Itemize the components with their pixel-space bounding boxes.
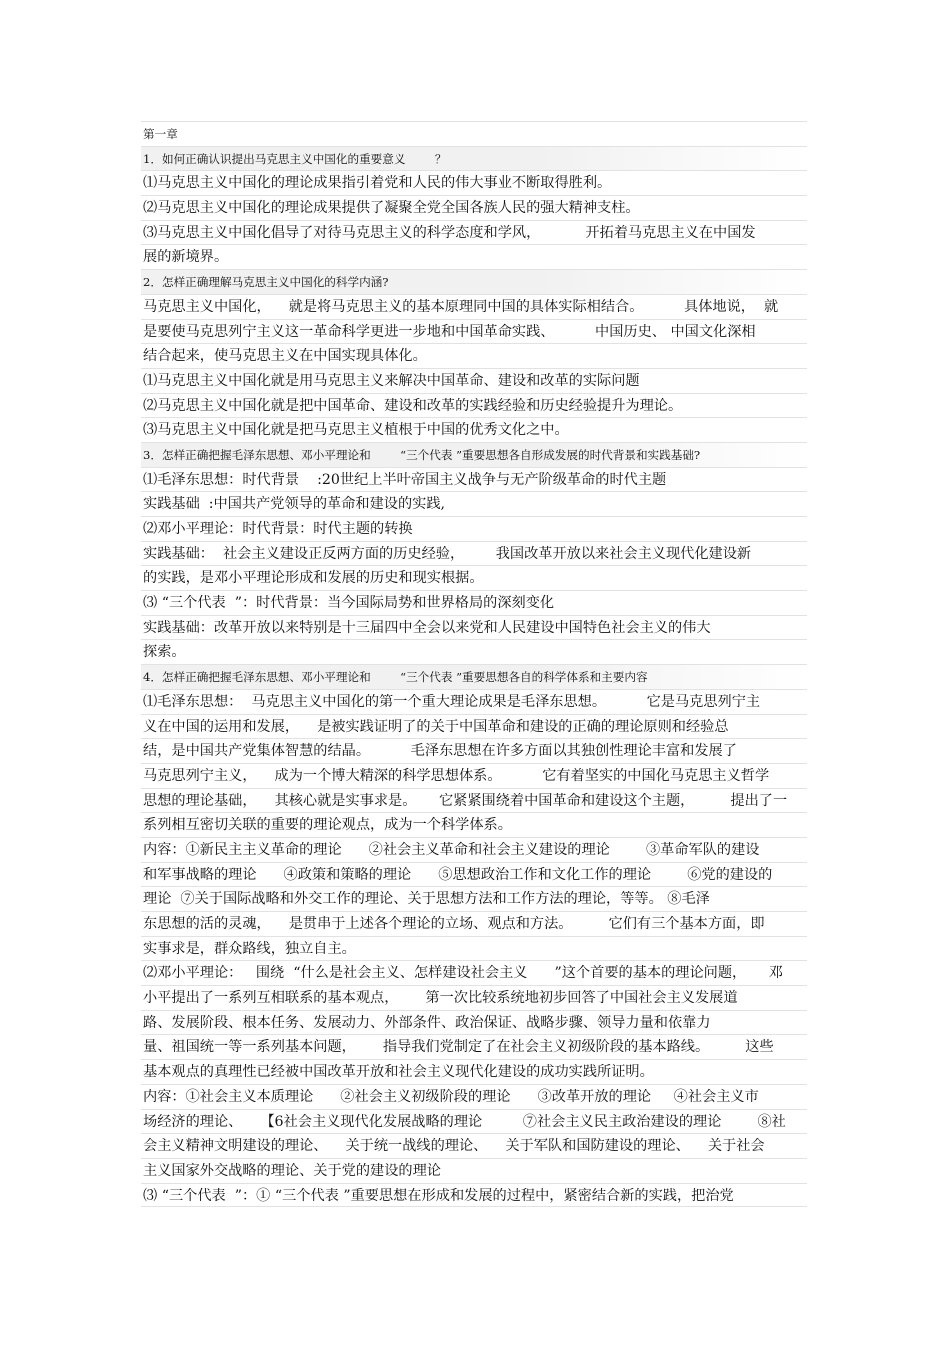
question-heading <box>141 442 807 467</box>
line-text: 场经济的理论、 【6社会主义现代化发展战略的理论 ⑦社会主义民主政治建设的理论 ⑧社 <box>143 1113 786 1130</box>
line-text: 3．怎样正确把握毛泽东思想、邓小平理论和 “三个代表 ”重要思想各自形成发展的时代背景和实践基础? <box>143 447 701 462</box>
text-line <box>141 763 807 788</box>
text-line <box>141 393 807 418</box>
text-line <box>141 121 807 146</box>
question-heading <box>141 146 807 171</box>
line-text: 和军事战略的理论 ④政策和策略的理论 ⑤思想政治工作和文化工作的理论 ⑥党的建设的 <box>143 866 773 883</box>
text-line <box>141 467 807 492</box>
text-line <box>141 837 807 862</box>
line-text: 是要使马克思列宁主义这一革命科学更进一步地和中国革命实践、 中国历史、 中国文化深相 <box>143 323 756 340</box>
line-text: 量、祖国统一等一系列基本问题， 指导我们党制定了在社会主义初级阶段的基本路线。 这些 <box>143 1039 774 1056</box>
text-line <box>141 1084 807 1109</box>
line-text: 第一章 <box>143 127 178 141</box>
text-line <box>141 319 807 344</box>
text-line <box>141 1133 807 1158</box>
text-line <box>141 886 807 911</box>
text-line <box>141 565 807 590</box>
line-text: ⑶马克思主义中国化倡导了对待马克思主义的科学态度和学风， 开拓着马克思主义在中国发 <box>143 224 756 241</box>
text-line <box>141 960 807 985</box>
text-line <box>141 1109 807 1134</box>
text-line <box>141 639 807 664</box>
text-line <box>141 812 807 837</box>
text-line <box>141 1034 807 1059</box>
line-text: 展的新境界。 <box>143 249 229 266</box>
line-text: 实践基础 :中国共产党领导的革命和建设的实践, <box>143 496 446 513</box>
text-line <box>141 985 807 1010</box>
line-text: 内容：①新民主主义革命的理论 ②社会主义革命和社会主义建设的理论 ③革命军队的建设 <box>143 841 760 858</box>
line-text: 基本观点的真理性已经被中国改革开放和社会主义现代化建设的成功实践所证明。 <box>143 1064 654 1081</box>
text-line <box>141 738 807 763</box>
line-text: 结合起来，使马克思主义在中国实现具体化。 <box>143 348 427 365</box>
line-text: ⑵马克思主义中国化的理论成果提供了凝聚全党全国各族人民的强大精神支柱。 <box>143 200 640 217</box>
line-text: ⑴毛泽东思想： 马克思主义中国化的第一个重大理论成果是毛泽东思想。 它是马克思列宁主 <box>143 693 761 710</box>
text-line <box>141 368 807 393</box>
line-text: 4．怎样正确把握毛泽东思想、邓小平理论和 “三个代表 ”重要思想各自的科学体系和主要内容 <box>143 670 648 685</box>
text-line <box>141 590 807 615</box>
line-text: ⑴毛泽东思想：时代背景 :20世纪上半叶帝国主义战争与无产阶级革命的时代主题 <box>143 471 667 488</box>
text-line <box>141 788 807 813</box>
text-line <box>141 220 807 245</box>
line-text: ⑴马克思主义中国化的理论成果指引着党和人民的伟大事业不断取得胜利。 <box>143 175 612 192</box>
text-line <box>141 862 807 887</box>
document-body <box>141 121 807 1207</box>
line-text: 路、发展阶段、根本任务、发展动力、外部条件、政治保证、战略步骤、领导力量和依靠力 <box>143 1014 711 1031</box>
line-text: ⑵马克思主义中国化就是把中国革命、建设和改革的实践经验和历史经验提升为理论。 <box>143 397 683 414</box>
text-line <box>141 343 807 368</box>
line-text: ⑶马克思主义中国化就是把马克思主义植根于中国的优秀文化之中。 <box>143 422 569 439</box>
line-text: 内容：①社会主义本质理论 ②社会主义初级阶段的理论 ③改革开放的理论 ④社会主义市 <box>143 1088 759 1105</box>
line-text: 实践基础： 社会主义建设正反两方面的历史经验， 我国改革开放以来社会主义现代化建设新 <box>143 545 752 562</box>
text-line <box>141 294 807 319</box>
text-line <box>141 714 807 739</box>
line-text: 实事求是，群众路线，独立自主。 <box>143 940 356 957</box>
line-text: 的实践，是邓小平理论形成和发展的历史和现实根据。 <box>143 570 484 587</box>
text-line <box>141 689 807 714</box>
line-text: 义在中国的运用和发展， 是被实践证明了的关于中国革命和建设的正确的理论原则和经验总 <box>143 718 729 735</box>
line-text: ⑵邓小平理论：时代背景：时代主题的转换 <box>143 521 413 537</box>
text-line <box>141 195 807 220</box>
text-line <box>141 615 807 640</box>
question-heading <box>141 269 807 294</box>
text-line <box>141 417 807 442</box>
text-line <box>141 1059 807 1084</box>
line-text: 东思想的活的灵魂， 是贯串于上述各个理论的立场、观点和方法。 它们有三个基本方面，即 <box>143 916 765 932</box>
line-text: 探索。 <box>143 644 186 661</box>
line-text: 马克思主义中国化， 就是将马克思主义的基本原理同中国的具体实际相结合。 具体地说， 就 <box>143 298 779 315</box>
text-line <box>141 244 807 269</box>
line-text: 2．怎样正确理解马克思主义中国化的科学内涵? <box>143 275 389 290</box>
line-text: ⑵邓小平理论： 围绕 “什么是社会主义、怎样建设社会主义 ”这个首要的基本的理论问题， 邓 <box>143 965 783 982</box>
text-line <box>141 541 807 566</box>
text-line <box>141 491 807 516</box>
line-text: 系列相互密切关联的重要的理论观点，成为一个科学体系。 <box>143 817 512 834</box>
text-line <box>141 1183 807 1208</box>
text-line <box>141 911 807 936</box>
line-text: 理论 ⑦关于国际战略和外交工作的理论、关于思想方法和工作方法的理论，等等。 ⑧毛泽 <box>143 891 710 908</box>
line-text: 结，是中国共产党集体智慧的结晶。 毛泽东思想在许多方面以其独创性理论丰富和发展了 <box>143 743 737 760</box>
text-line <box>141 1158 807 1183</box>
line-text: 主义国家外交战略的理论、关于党的建设的理论 <box>143 1162 441 1179</box>
line-text: 马克思列宁主义， 成为一个博大精深的科学思想体系。 它有着坚实的中国化马克思主义哲学 <box>143 767 770 784</box>
line-text: ⑶ “三个代表 ”：① “三个代表 ”重要思想在形成和发展的过程中，紧密结合新的实践，把治党 <box>143 1187 734 1204</box>
text-line <box>141 516 807 541</box>
line-text: 小平提出了一系列互相联系的基本观点， 第一次比较系统地初步回答了中国社会主义发展道 <box>143 990 738 1007</box>
line-text: ⑴马克思主义中国化就是用马克思主义来解决中国革命、建设和改革的实际问题 <box>143 372 640 389</box>
question-heading <box>141 664 807 689</box>
line-text: 思想的理论基础， 其核心就是实事求是。 它紧紧围绕着中国革命和建设这个主题， 提出了一 <box>143 792 788 809</box>
text-line <box>141 1010 807 1035</box>
line-text: 会主义精神文明建设的理论、 关于统一战线的理论、 关于军队和国防建设的理论、 关于社会 <box>143 1138 765 1155</box>
text-line <box>141 170 807 195</box>
text-line <box>141 936 807 961</box>
line-text: 1．如何正确认识提出马克思主义中国化的重要意义 ？ <box>143 151 447 166</box>
line-text: ⑶ “三个代表 ”：时代背景：当今国际局势和世界格局的深刻变化 <box>143 595 555 612</box>
line-text: 实践基础：改革开放以来特别是十三届四中全会以来党和人民建设中国特色社会主义的伟大 <box>143 619 711 636</box>
